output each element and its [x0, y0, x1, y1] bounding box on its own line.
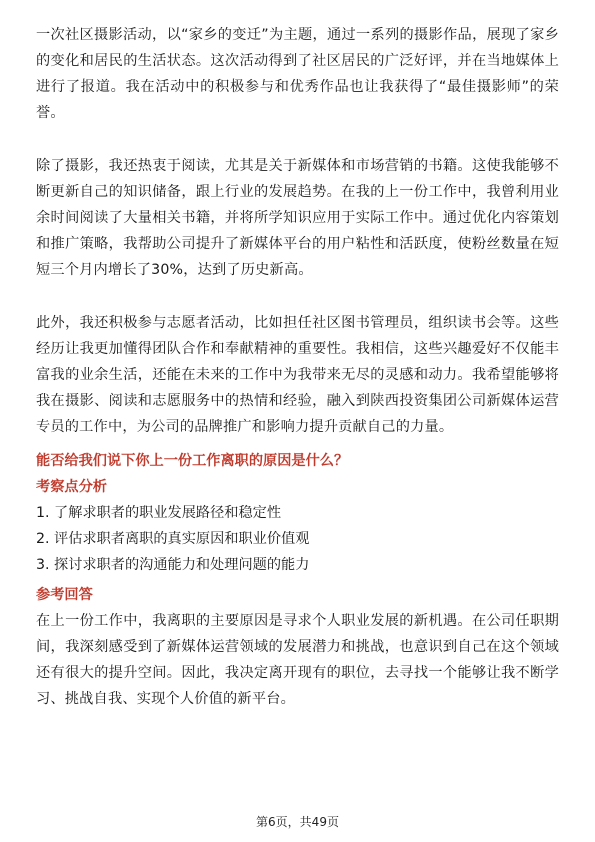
- analysis-points: [36, 500, 559, 578]
- body-paragraph-2: 除了摄影，我还热衷于阅读，尤其是关于新媒体和市场营销的书籍。这使我能够不断更新自己的知识储备，跟上行业的发展趋势。在我的上一份工作中，我曾利用业余时间阅读了大量相关书籍，并将所学知识应用于实际工作中。通过优化内容策划和推广策略，我帮助公司提升了新媒体平台的用户粘性和活跃度，使粉丝数量在短短三个月内增长了30%，达到了历史新高。: [36, 158, 559, 278]
- interview-question: 能否给我们说下你上一份工作离职的原因是什么？: [36, 453, 349, 469]
- answer-heading: 参考回答: [36, 587, 93, 603]
- page-number: 第6页，共49页: [256, 815, 339, 829]
- analysis-point-1: 1. 了解求职者的职业发展路径和稳定性: [36, 505, 282, 521]
- analysis-point-3: 3. 探讨求职者的沟通能力和处理问题的能力: [36, 557, 310, 573]
- paragraph-gap: [36, 283, 559, 310]
- body-paragraph-3: 此外，我还积极参与志愿者活动，比如担任社区图书管理员，组织读书会等。这些经历让我更加懂得团队合作和奉献精神的重要性。我相信，这些兴趣爱好不仅能丰富我的业余生活，还能在未来的工作中为我带来无尽的灵感和动力。我希望能够将我在摄影、阅读和志愿服务中的热情和经验，融入到陕西投资集团公司新媒体运营专员的工作中，为公司的品牌推广和影响力提升贡献自己的力量。: [36, 315, 559, 435]
- document-content: [36, 22, 559, 712]
- analysis-heading: 考察点分析: [36, 479, 107, 495]
- reference-answer: 在上一份工作中，我离职的主要原因是寻求个人职业发展的新机遇。在公司任职期间，我深刻感受到了新媒体运营领域的发展潜力和挑战，也意识到自己在这个领域还有很大的提升空间。因此，我决定离开现有的职位，去寻找一个能够让我不断学习、挑战自我、实现个人价值的新平台。: [36, 613, 559, 707]
- paragraph-gap: [36, 126, 559, 153]
- analysis-point-2: 2. 评估求职者离职的真实原因和职业价值观: [36, 531, 310, 547]
- body-paragraph-1: 一次社区摄影活动，以“家乡的变迁”为主题，通过一系列的摄影作品，展现了家乡的变化和居民的生活状态。这次活动得到了社区居民的广泛好评，并在当地媒体上进行了报道。我在活动中的积极参与和优秀作品也让我获得了“最佳摄影师”的荣誉。: [36, 27, 559, 121]
